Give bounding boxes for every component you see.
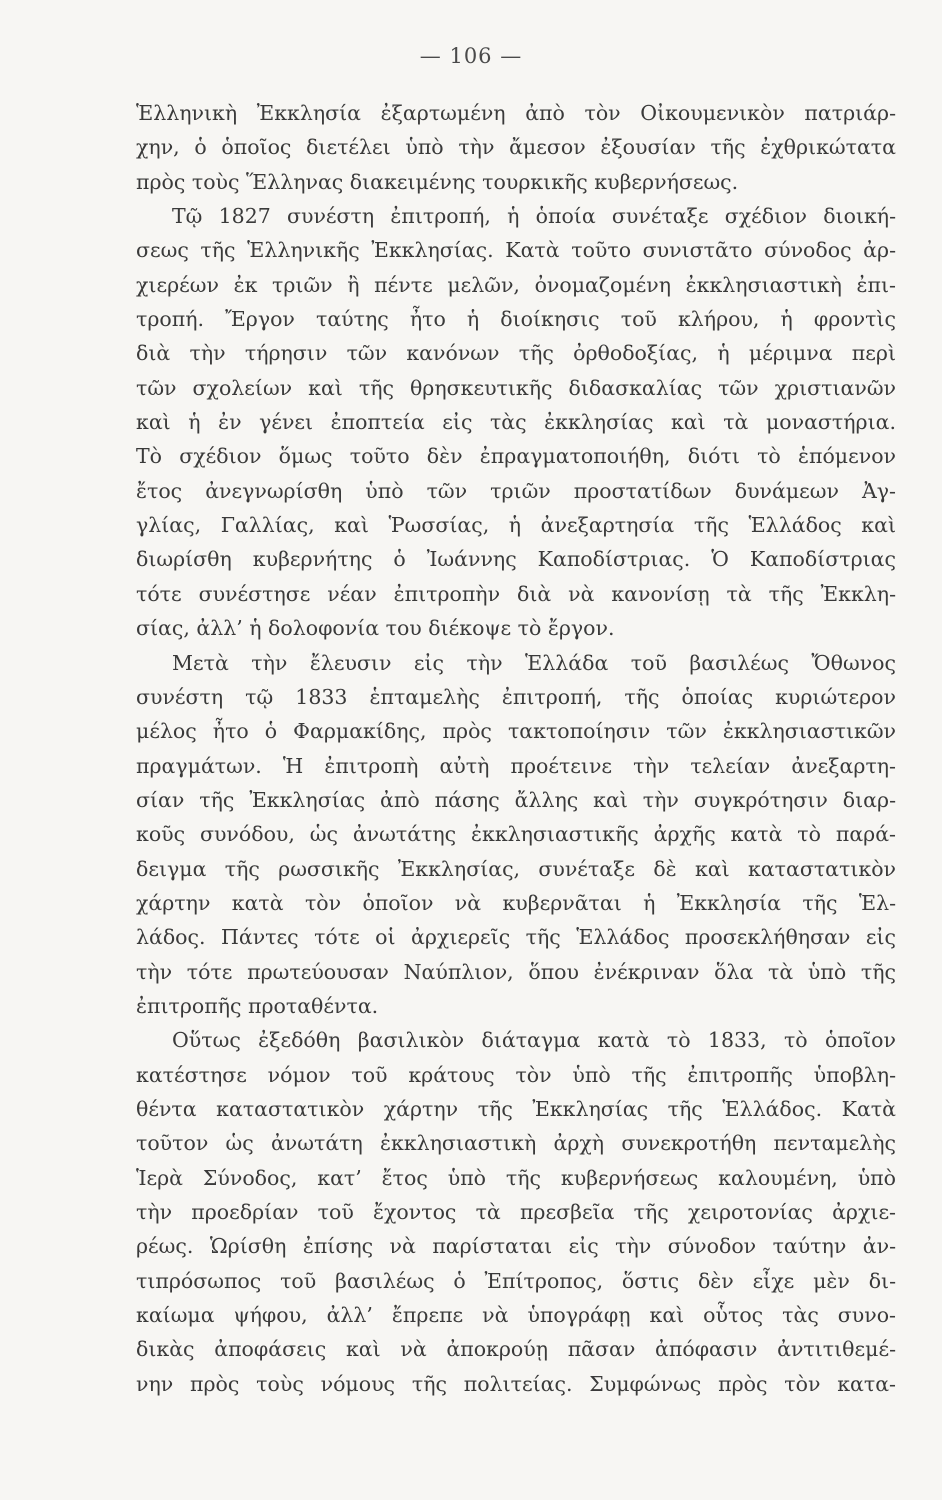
text-line: Ἱερὰ Σύνοδος, κατ’ ἔτος ὑπὸ τῆς κυβερνήσεως καλουμένη, ὑπὸ bbox=[136, 1165, 896, 1190]
text-line: Ἑλληνικὴ Ἐκκλησία ἐξαρτωμένη ἀπὸ τὸν Οἰκουμενικὸν πατριάρ- bbox=[136, 101, 896, 125]
text-line: σίαν τῆς Ἐκκλησίας ἀπὸ πάσης ἄλλης καὶ τὴν συγκρότησιν διαρ- bbox=[136, 787, 896, 812]
text-line: νην πρὸς τοὺς νόμους τῆς πολιτείας. Συμφώνως πρὸς τὸν κατα- bbox=[136, 1371, 896, 1396]
text-line: δειγμα τῆς ρωσσικῆς Ἐκκλησίας, συνέταξε δὲ καὶ καταστατικὸν bbox=[136, 856, 896, 881]
text-line: Τὸ σχέδιον ὅμως τοῦτο δὲν ἐπραγματοποιήθη, διότι τὸ ἑπόμενον bbox=[136, 444, 896, 469]
text-line: καίωμα ψήφου, ἀλλ’ ἔπρεπε νὰ ὑπογράφῃ καὶ οὗτος τὰς συνο- bbox=[136, 1303, 896, 1328]
text-line: διωρίσθη κυβερνήτης ὁ Ἰωάννης Καποδίστριας. Ὁ Καποδίστριας bbox=[136, 547, 896, 572]
text-line: χιερέων ἐκ τριῶν ἢ πέντε μελῶν, ὀνομαζομένη ἐκκλησιαστικὴ ἐπι- bbox=[136, 272, 896, 297]
text-line: τιπρόσωπος τοῦ βασιλέως ὁ Ἐπίτροπος, ὅστις δὲν εἶχε μὲν δι- bbox=[136, 1268, 896, 1293]
text-line: γλίας, Γαλλίας, καὶ Ῥωσσίας, ἡ ἀνεξαρτησία τῆς Ἑλλάδος καὶ bbox=[136, 513, 896, 538]
text-line: Οὕτως ἐξεδόθη βασιλικὸν διάταγμα κατὰ τὸ 1833, τὸ ὁποῖον bbox=[172, 1028, 896, 1053]
text-line: τὴν τότε πρωτεύουσαν Ναύπλιον, ὅπου ἐνέκριναν ὅλα τὰ ὑπὸ τῆς bbox=[136, 959, 896, 984]
text-line: μέλος ἦτο ὁ Φαρμακίδης, πρὸς τακτοποίησιν τῶν ἐκκλησιαστικῶν bbox=[136, 719, 896, 744]
text-line: Μετὰ τὴν ἔλευσιν εἰς τὴν Ἑλλάδα τοῦ βασιλέως Ὄθωνος bbox=[172, 650, 896, 675]
text-line: ρέως. Ὡρίσθη ἐπίσης νὰ παρίσταται εἰς τὴν σύνοδον ταύτην ἀν- bbox=[136, 1234, 896, 1259]
text-line: δικὰς ἀποφάσεις καὶ νὰ ἀποκρούῃ πᾶσαν ἀπόφασιν ἀντιτιθεμέ- bbox=[136, 1337, 896, 1362]
text-line: πρὸς τοὺς Ἕλληνας διακειμένης τουρκικῆς κυβερνήσεως. bbox=[136, 169, 739, 194]
text-line: πραγμάτων. Ἡ ἐπιτροπὴ αὐτὴ προέτεινε τὴν τελείαν ἀνεξαρτη- bbox=[136, 753, 896, 778]
text-line: σίας, ἀλλ’ ἡ δολοφονία του διέκοψε τὸ ἔργον. bbox=[136, 616, 615, 641]
text-line: χάρτην κατὰ τὸν ὁποῖον νὰ κυβερνᾶται ἡ Ἐκκλησία τῆς Ἑλ- bbox=[136, 890, 896, 915]
text-line: τροπή. Ἔργον ταύτης ἦτο ἡ διοίκησις τοῦ κλήρου, ἡ φροντὶς bbox=[136, 307, 896, 332]
body-text bbox=[136, 96, 896, 1401]
text-line: σεως τῆς Ἑλληνικῆς Ἐκκλησίας. Κατὰ τοῦτο συνιστᾶτο σύνοδος ἀρ- bbox=[136, 238, 896, 263]
text-line: κατέστησε νόμον τοῦ κράτους τὸν ὑπὸ τῆς ἐπιτροπῆς ὑποβλη- bbox=[136, 1062, 896, 1087]
text-line: θέντα καταστατικὸν χάρτην τῆς Ἐκκλησίας τῆς Ἑλλάδος. Κατὰ bbox=[136, 1096, 896, 1121]
text-line: ἐπιτροπῆς προταθέντα. bbox=[136, 993, 379, 1018]
text-line: τῶν σχολείων καὶ τῆς θρησκευτικῆς διδασκαλίας τῶν χριστιανῶν bbox=[136, 375, 896, 400]
text-line: καὶ ἡ ἐν γένει ἐποπτεία εἰς τὰς ἐκκλησίας καὶ τὰ μοναστήρια. bbox=[136, 410, 896, 435]
text-line: κοῦς συνόδου, ὡς ἀνωτάτης ἐκκλησιαστικῆς ἀρχῆς κατὰ τὸ παρά- bbox=[136, 822, 896, 847]
text-line: Τῷ 1827 συνέστη ἐπιτροπή, ἡ ὁποία συνέταξε σχέδιον διοική- bbox=[172, 204, 896, 229]
text-line: τότε συνέστησε νέαν ἐπιτροπὴν διὰ νὰ κανονίσῃ τὰ τῆς Ἐκκλη- bbox=[136, 581, 896, 606]
text-line: συνέστη τῷ 1833 ἑπταμελὴς ἐπιτροπή, τῆς ὁποίας κυριώτερον bbox=[136, 684, 896, 709]
text-line: ἔτος ἀνεγνωρίσθη ὑπὸ τῶν τριῶν προστατίδων δυνάμεων Ἀγ- bbox=[136, 478, 896, 503]
text-line: χην, ὁ ὁποῖος διετέλει ὑπὸ τὴν ἄμεσον ἐξουσίαν τῆς ἐχθρικώτατα bbox=[136, 135, 896, 160]
page-number: — 106 — bbox=[419, 44, 523, 68]
text-line: τὴν προεδρίαν τοῦ ἔχοντος τὰ πρεσβεῖα τῆς χειροτονίας ἀρχιε- bbox=[136, 1200, 896, 1224]
text-line: λάδος. Πάντες τότε οἱ ἀρχιερεῖς τῆς Ἑλλάδος προσεκλήθησαν εἰς bbox=[136, 925, 896, 950]
text-line: τοῦτον ὡς ἀνωτάτη ἐκκλησιαστικὴ ἀρχὴ συνεκροτήθη πενταμελὴς bbox=[136, 1131, 896, 1156]
text-line: διὰ τὴν τήρησιν τῶν κανόνων τῆς ὀρθοδοξίας, ἡ μέριμνα περὶ bbox=[136, 341, 896, 366]
